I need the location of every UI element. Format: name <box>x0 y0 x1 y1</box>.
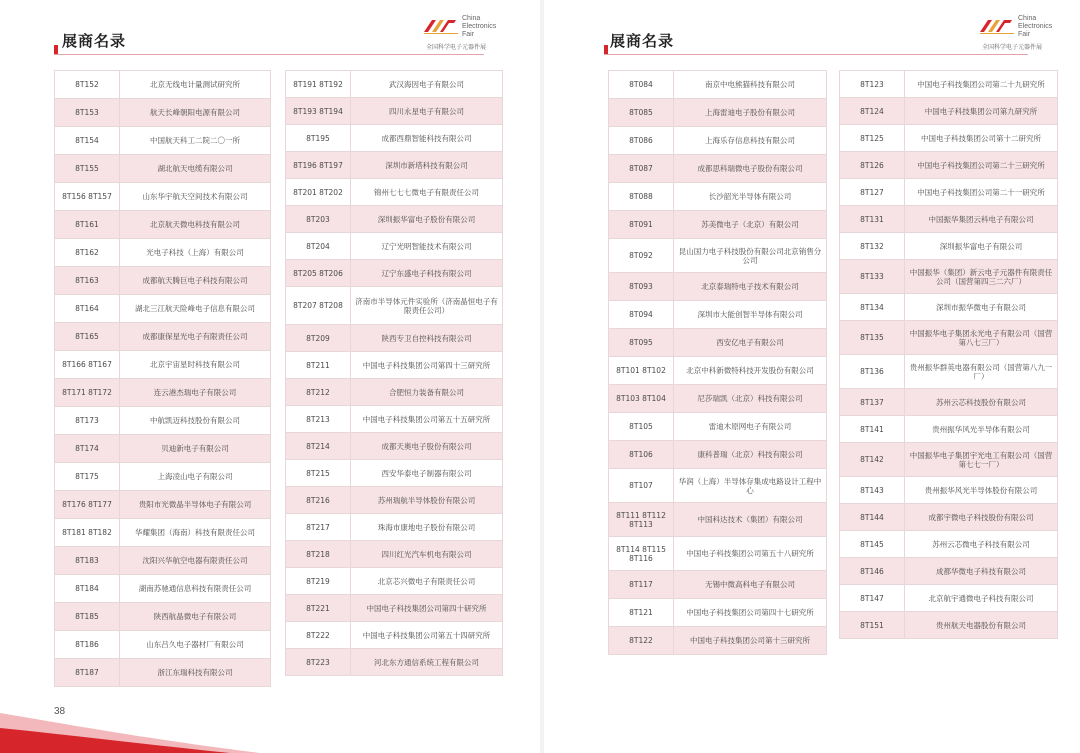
exhibitor-row <box>55 631 271 659</box>
booth-number: 8T164 <box>55 295 120 323</box>
exhibitor-row <box>286 179 503 206</box>
company-name: 苏美微电子（北京）有限公司 <box>674 211 827 239</box>
company-name: 北京芯兴微电子有限责任公司 <box>351 568 503 595</box>
logo-line-1: China <box>1018 15 1037 22</box>
company-name: 长沙韶光半导体有限公司 <box>674 183 827 211</box>
exhibitor-row <box>286 541 503 568</box>
company-name: 北京航天微电科技有限公司 <box>120 211 271 239</box>
exhibitor-row <box>609 627 827 655</box>
company-name: 成都天奥电子股份有限公司 <box>351 433 503 460</box>
booth-number: 8T122 <box>609 627 674 655</box>
exhibitor-row <box>609 503 827 537</box>
page-number: 38 <box>54 706 66 717</box>
booth-number: 8T152 <box>55 71 120 99</box>
exhibitor-row <box>840 531 1058 558</box>
exhibitor-row <box>286 98 503 125</box>
exhibitor-row <box>286 460 503 487</box>
cef-logo-mark-icon <box>978 16 1016 38</box>
booth-number: 8T144 <box>840 504 905 531</box>
company-name: 珠海市康地电子股份有限公司 <box>351 514 503 541</box>
booth-number: 8T124 <box>840 98 905 125</box>
booth-number: 8T145 <box>840 531 905 558</box>
logo-english-text <box>1018 15 1052 39</box>
logo-line-2: Electronics <box>462 23 497 30</box>
exhibitor-row <box>286 352 503 379</box>
company-name: 北京无线电计量测试研究所 <box>120 71 271 99</box>
company-name: 中国电子科技集团公司第十二研究所 <box>905 125 1058 152</box>
booth-number: 8T207 8T208 <box>286 287 351 325</box>
company-name: 中国电子科技集团公司第二十九研究所 <box>905 71 1058 98</box>
company-name: 上海乐存信息科技有限公司 <box>674 127 827 155</box>
right-page <box>544 0 1080 753</box>
china-electronics-fair-logo <box>422 14 508 54</box>
company-name: 中国电子科技集团公司第二十一研究所 <box>905 179 1058 206</box>
booth-number: 8T151 <box>840 612 905 639</box>
exhibitor-table-left-col1 <box>54 70 271 687</box>
company-name: 湖北三江航天险峰电子信息有限公司 <box>120 295 271 323</box>
booth-number: 8T105 <box>609 413 674 441</box>
booth-number: 8T154 <box>55 127 120 155</box>
exhibitor-row <box>286 71 503 98</box>
company-name: 四川永星电子有限公司 <box>351 98 503 125</box>
logo-line-1: China <box>462 15 481 22</box>
logo-chinese-text: 全国科学电子元器件展 <box>426 44 487 51</box>
company-name: 陕西航晶微电子有限公司 <box>120 603 271 631</box>
booth-number: 8T111 8T112 8T113 <box>609 503 674 537</box>
exhibitor-row <box>55 491 271 519</box>
company-name: 湖北航天电缆有限公司 <box>120 155 271 183</box>
booth-number: 8T204 <box>286 233 351 260</box>
company-name: 四川红光汽车机电有限公司 <box>351 541 503 568</box>
exhibitor-row <box>286 433 503 460</box>
booth-number: 8T213 <box>286 406 351 433</box>
company-name: 昆山国力电子科技股份有限公司北京销售分公司 <box>674 239 827 273</box>
booth-number: 8T201 8T202 <box>286 179 351 206</box>
booth-number: 8T092 <box>609 239 674 273</box>
exhibitor-row <box>286 325 503 352</box>
exhibitor-row <box>55 295 271 323</box>
china-electronics-fair-logo <box>978 14 1064 54</box>
company-name: 贝迪新电子有限公司 <box>120 435 271 463</box>
exhibitor-row <box>840 355 1058 389</box>
exhibitor-row <box>55 351 271 379</box>
company-name: 苏州云芯微电子科技有限公司 <box>905 531 1058 558</box>
exhibitor-row <box>55 407 271 435</box>
company-name: 中国电子科技集团公司第二十三研究所 <box>905 152 1058 179</box>
booth-number: 8T174 <box>55 435 120 463</box>
logo-chinese-text: 全国科学电子元器件展 <box>982 44 1043 51</box>
company-name: 贵州振华群英电器有限公司（国营第八九一厂） <box>905 355 1058 389</box>
exhibitor-row <box>286 649 503 676</box>
company-name: 中国电子科技集团公司第五十四研究所 <box>351 622 503 649</box>
exhibitor-row <box>840 477 1058 504</box>
company-name: 贵州航天电器股份有限公司 <box>905 612 1058 639</box>
exhibitor-row <box>840 416 1058 443</box>
booth-number: 8T205 8T206 <box>286 260 351 287</box>
company-name: 中国振华集团云科电子有限公司 <box>905 206 1058 233</box>
company-name: 华耀集团（海南）科技有限责任公司 <box>120 519 271 547</box>
decorative-swoosh <box>0 693 260 753</box>
company-name: 山东吕久电子器材厂有限公司 <box>120 631 271 659</box>
company-name: 成都康保星光电子有限责任公司 <box>120 323 271 351</box>
exhibitor-row <box>55 519 271 547</box>
booth-number: 8T147 <box>840 585 905 612</box>
booth-number: 8T086 <box>609 127 674 155</box>
company-name: 中国电子科技集团公司第四十三研究所 <box>351 352 503 379</box>
booth-number: 8T195 <box>286 125 351 152</box>
booth-number: 8T166 8T167 <box>55 351 120 379</box>
exhibitor-row <box>55 379 271 407</box>
booth-number: 8T193 8T194 <box>286 98 351 125</box>
booth-number: 8T131 <box>840 206 905 233</box>
booth-number: 8T215 <box>286 460 351 487</box>
company-name: 无锡中微高科电子有限公司 <box>674 571 827 599</box>
company-name: 成都思科瑞微电子股份有限公司 <box>674 155 827 183</box>
company-name: 深圳市新塔科技有限公司 <box>351 152 503 179</box>
exhibitor-row <box>840 612 1058 639</box>
exhibitor-row <box>840 558 1058 585</box>
exhibitor-row <box>55 183 271 211</box>
booth-number: 8T137 <box>840 389 905 416</box>
exhibitor-row <box>609 571 827 599</box>
booth-number: 8T191 8T192 <box>286 71 351 98</box>
company-name: 河北东方通信系统工程有限公司 <box>351 649 503 676</box>
exhibitor-row <box>55 239 271 267</box>
booth-number: 8T132 <box>840 233 905 260</box>
exhibitor-row <box>286 233 503 260</box>
company-name: 中国振华电子集团宇光电工有限公司（国营第七七一厂） <box>905 443 1058 477</box>
company-name: 上海雷迪电子股份有限公司 <box>674 99 827 127</box>
booth-number: 8T156 8T157 <box>55 183 120 211</box>
company-name: 中国电子科技集团公司第五十五研究所 <box>351 406 503 433</box>
exhibitor-table-right-col2 <box>839 70 1058 639</box>
exhibitor-row <box>609 273 827 301</box>
exhibitor-row <box>286 514 503 541</box>
exhibitor-row <box>286 568 503 595</box>
company-name: 合肥恒力装备有限公司 <box>351 379 503 406</box>
booth-number: 8T143 <box>840 477 905 504</box>
exhibitor-row <box>840 125 1058 152</box>
exhibitor-row <box>286 152 503 179</box>
booth-number: 8T187 <box>55 659 120 687</box>
exhibitor-row <box>286 622 503 649</box>
booth-number: 8T175 <box>55 463 120 491</box>
company-name: 南京中电熊猫科技有限公司 <box>674 71 827 99</box>
exhibitor-table-left-col2 <box>285 70 503 676</box>
exhibitor-row <box>840 585 1058 612</box>
company-name: 中国振华电子集团永光电子有限公司（国营第八七三厂） <box>905 321 1058 355</box>
company-name: 贵阳市光微晶半导体电子有限公司 <box>120 491 271 519</box>
booth-number: 8T107 <box>609 469 674 503</box>
exhibitor-row <box>609 441 827 469</box>
exhibitor-row <box>609 127 827 155</box>
exhibitor-row <box>55 603 271 631</box>
company-name: 北京泰瑞特电子技术有限公司 <box>674 273 827 301</box>
booth-number: 8T176 8T177 <box>55 491 120 519</box>
exhibitor-row <box>55 267 271 295</box>
exhibitor-row <box>55 575 271 603</box>
logo-english-text <box>462 15 496 39</box>
company-name: 华润（上海）半导体存集成电路设计工程中心 <box>674 469 827 503</box>
header-divider <box>54 54 484 55</box>
exhibitor-row <box>609 183 827 211</box>
booth-number: 8T125 <box>840 125 905 152</box>
exhibitor-row <box>286 595 503 622</box>
booth-number: 8T173 <box>55 407 120 435</box>
booth-number: 8T223 <box>286 649 351 676</box>
company-name: 成都宇微电子科技股份有限公司 <box>905 504 1058 531</box>
page-title: 展商名录 <box>62 32 127 50</box>
booth-number: 8T216 <box>286 487 351 514</box>
company-name: 上海凌山电子有限公司 <box>120 463 271 491</box>
exhibitor-row <box>609 413 827 441</box>
company-name: 成都航天腾巨电子科技有限公司 <box>120 267 271 295</box>
booth-number: 8T211 <box>286 352 351 379</box>
booth-number: 8T209 <box>286 325 351 352</box>
exhibitor-row <box>55 71 271 99</box>
exhibitor-row <box>840 294 1058 321</box>
booth-number: 8T162 <box>55 239 120 267</box>
company-name: 北京中科新微特科技开发股份有限公司 <box>674 357 827 385</box>
company-name: 贵州振华风光半导体有限公司 <box>905 416 1058 443</box>
company-name: 沈阳兴华航空电器有限责任公司 <box>120 547 271 575</box>
company-name: 成都西鼎智能科技有限公司 <box>351 125 503 152</box>
exhibitor-table-right-col1 <box>608 70 827 655</box>
exhibitor-row <box>840 504 1058 531</box>
booth-number: 8T217 <box>286 514 351 541</box>
booth-number: 8T214 <box>286 433 351 460</box>
exhibitor-row <box>286 125 503 152</box>
exhibitor-row <box>55 547 271 575</box>
company-name: 连云港杰瑞电子有限公司 <box>120 379 271 407</box>
company-name: 苏州瑞航半导体股份有限公司 <box>351 487 503 514</box>
booth-number: 8T171 8T172 <box>55 379 120 407</box>
exhibitor-row <box>609 211 827 239</box>
exhibitor-row <box>840 206 1058 233</box>
booth-number: 8T165 <box>55 323 120 351</box>
booth-number: 8T126 <box>840 152 905 179</box>
booth-number: 8T093 <box>609 273 674 301</box>
logo-line-3: Fair <box>462 31 475 38</box>
company-name: 中国电子科技集团公司第五十八研究所 <box>674 537 827 571</box>
exhibitor-row <box>609 239 827 273</box>
exhibitor-row <box>609 71 827 99</box>
company-name: 苏州云芯科技股份有限公司 <box>905 389 1058 416</box>
cef-logo-mark-icon <box>422 16 460 38</box>
exhibitor-row <box>609 385 827 413</box>
exhibitor-row <box>55 659 271 687</box>
exhibitor-row <box>55 155 271 183</box>
logo-line-3: Fair <box>1018 31 1031 38</box>
booth-number: 8T146 <box>840 558 905 585</box>
booth-number: 8T161 <box>55 211 120 239</box>
exhibitor-row <box>840 152 1058 179</box>
exhibitor-row <box>55 323 271 351</box>
exhibitor-row <box>609 537 827 571</box>
page-title: 展商名录 <box>610 32 675 50</box>
booth-number: 8T221 <box>286 595 351 622</box>
exhibitor-row <box>840 389 1058 416</box>
booth-number: 8T212 <box>286 379 351 406</box>
company-name: 西安亿电子有限公司 <box>674 329 827 357</box>
company-name: 中国电子科技集团公司第四十七研究所 <box>674 599 827 627</box>
company-name: 西安华泰电子制器有限公司 <box>351 460 503 487</box>
exhibitor-row <box>840 321 1058 355</box>
booth-number: 8T087 <box>609 155 674 183</box>
exhibitor-row <box>609 99 827 127</box>
company-name: 济南市半导体元件实验所（济南晶恒电子有限责任公司） <box>351 287 503 325</box>
exhibitor-row <box>840 233 1058 260</box>
booth-number: 8T095 <box>609 329 674 357</box>
company-name: 深圳市大能创智半导体有限公司 <box>674 301 827 329</box>
header-divider <box>604 54 1028 55</box>
company-name: 锦州七七七微电子有限责任公司 <box>351 179 503 206</box>
booth-number: 8T184 <box>55 575 120 603</box>
exhibitor-row <box>286 206 503 233</box>
booth-number: 8T183 <box>55 547 120 575</box>
exhibitor-row <box>609 469 827 503</box>
company-name: 中航凯迈科技股份有限公司 <box>120 407 271 435</box>
company-name: 中国科达技术（集团）有限公司 <box>674 503 827 537</box>
exhibitor-row <box>55 463 271 491</box>
booth-number: 8T135 <box>840 321 905 355</box>
booth-number: 8T203 <box>286 206 351 233</box>
booth-number: 8T085 <box>609 99 674 127</box>
company-name: 航天长峰朝阳电源有限公司 <box>120 99 271 127</box>
exhibitor-row <box>55 99 271 127</box>
booth-number: 8T163 <box>55 267 120 295</box>
exhibitor-row <box>609 329 827 357</box>
company-name: 中国电子科技集团公司第四十研究所 <box>351 595 503 622</box>
booth-number: 8T094 <box>609 301 674 329</box>
company-name: 陕西专卫自控科技有限公司 <box>351 325 503 352</box>
company-name: 北京宇宙星时科技有限公司 <box>120 351 271 379</box>
company-name: 辽宁光明智能技术有限公司 <box>351 233 503 260</box>
company-name: 康科普瑞（北京）科技有限公司 <box>674 441 827 469</box>
booth-number: 8T186 <box>55 631 120 659</box>
logo-line-2: Electronics <box>1018 23 1053 30</box>
exhibitor-row <box>286 260 503 287</box>
booth-number: 8T155 <box>55 155 120 183</box>
exhibitor-row <box>55 127 271 155</box>
booth-number: 8T196 8T197 <box>286 152 351 179</box>
exhibitor-row <box>840 71 1058 98</box>
booth-number: 8T218 <box>286 541 351 568</box>
booth-number: 8T088 <box>609 183 674 211</box>
company-name: 北京航宇通微电子科技有限公司 <box>905 585 1058 612</box>
company-name: 浙江东瑞科技有限公司 <box>120 659 271 687</box>
company-name: 雷迪木原网电子有限公司 <box>674 413 827 441</box>
company-name: 山东华宇航天空间技术有限公司 <box>120 183 271 211</box>
booth-number: 8T153 <box>55 99 120 127</box>
company-name: 中国电子科技集团公司第九研究所 <box>905 98 1058 125</box>
company-name: 光电子科技（上海）有限公司 <box>120 239 271 267</box>
booth-number: 8T117 <box>609 571 674 599</box>
booth-number: 8T084 <box>609 71 674 99</box>
exhibitor-row <box>609 301 827 329</box>
exhibitor-row <box>609 357 827 385</box>
booth-number: 8T134 <box>840 294 905 321</box>
booth-number: 8T103 8T104 <box>609 385 674 413</box>
booth-number: 8T123 <box>840 71 905 98</box>
company-name: 深圳振华富电子有限公司 <box>905 233 1058 260</box>
booth-number: 8T136 <box>840 355 905 389</box>
exhibitor-row <box>609 599 827 627</box>
company-name: 贵州振华风光半导体股份有限公司 <box>905 477 1058 504</box>
exhibitor-row <box>840 260 1058 294</box>
booth-number: 8T222 <box>286 622 351 649</box>
exhibitor-row <box>286 379 503 406</box>
company-name: 深圳市振华微电子有限公司 <box>905 294 1058 321</box>
exhibitor-row <box>286 406 503 433</box>
exhibitor-row <box>55 435 271 463</box>
booth-number: 8T142 <box>840 443 905 477</box>
company-name: 尼莎瑞凯（北京）科技有限公司 <box>674 385 827 413</box>
booth-number: 8T106 <box>609 441 674 469</box>
exhibitor-row <box>840 179 1058 206</box>
exhibitor-row <box>286 287 503 325</box>
booth-number: 8T091 <box>609 211 674 239</box>
exhibitor-row <box>840 443 1058 477</box>
company-name: 湖南苏驰通信息科技有限责任公司 <box>120 575 271 603</box>
booth-number: 8T141 <box>840 416 905 443</box>
exhibitor-row <box>55 211 271 239</box>
booth-number: 8T133 <box>840 260 905 294</box>
booth-number: 8T114 8T115 8T116 <box>609 537 674 571</box>
exhibitor-row <box>286 487 503 514</box>
company-name: 中国电子科技集团公司第十三研究所 <box>674 627 827 655</box>
booth-number: 8T101 8T102 <box>609 357 674 385</box>
booth-number: 8T185 <box>55 603 120 631</box>
company-name: 中国航天科工二院二〇一所 <box>120 127 271 155</box>
exhibitor-row <box>840 98 1058 125</box>
booth-number: 8T127 <box>840 179 905 206</box>
company-name: 成都华微电子科技有限公司 <box>905 558 1058 585</box>
booth-number: 8T181 8T182 <box>55 519 120 547</box>
company-name: 中国振华（集团）新云电子元器件有限责任公司（国营第四三二六厂） <box>905 260 1058 294</box>
company-name: 辽宁东盛电子科技有限公司 <box>351 260 503 287</box>
exhibitor-row <box>609 155 827 183</box>
booth-number: 8T219 <box>286 568 351 595</box>
booth-number: 8T121 <box>609 599 674 627</box>
company-name: 武汉海因电子有限公司 <box>351 71 503 98</box>
company-name: 深圳振华富电子股份有限公司 <box>351 206 503 233</box>
